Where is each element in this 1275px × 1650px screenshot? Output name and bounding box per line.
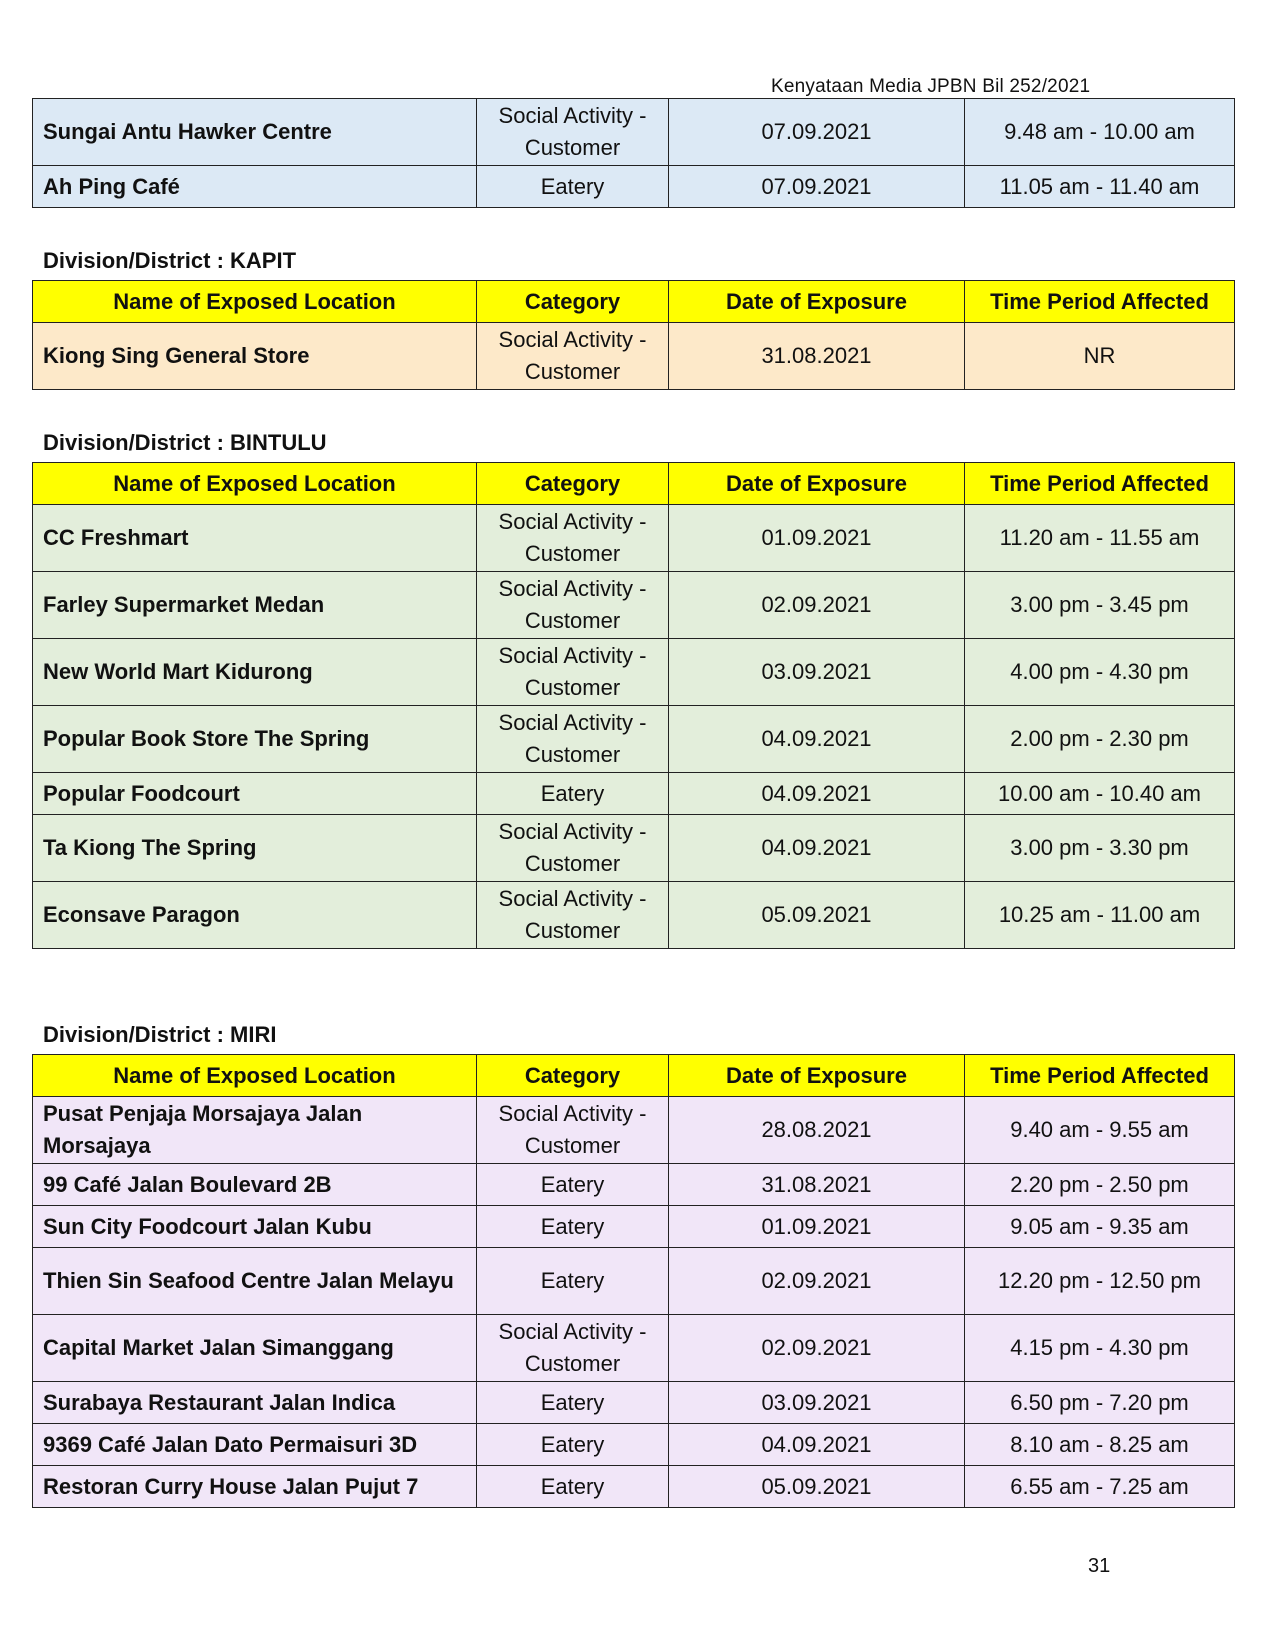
category-cell: Social Activity - Customer (477, 505, 669, 572)
location-name: Sun City Foodcourt Jalan Kubu (33, 1206, 477, 1248)
table-header-row (33, 1055, 1235, 1097)
category-cell: Social Activity - Customer (477, 639, 669, 706)
bintulu-exposure-table (32, 462, 1235, 949)
date-cell: 07.09.2021 (669, 166, 965, 208)
location-name: Econsave Paragon (33, 882, 477, 949)
column-header-name: Name of Exposed Location (33, 281, 477, 323)
date-cell: 02.09.2021 (669, 1315, 965, 1382)
kapit-exposure-table (32, 280, 1235, 390)
time-cell: 4.15 pm - 4.30 pm (965, 1315, 1235, 1382)
category-cell: Social Activity - Customer (477, 1315, 669, 1382)
time-cell: 9.40 am - 9.55 am (965, 1097, 1235, 1164)
category-cell: Eatery (477, 1424, 669, 1466)
time-cell: 11.20 am - 11.55 am (965, 505, 1235, 572)
section-title-bintulu: Division/District : BINTULU (43, 430, 327, 455)
location-name: Ta Kiong The Spring (33, 815, 477, 882)
time-cell: 12.20 pm - 12.50 pm (965, 1248, 1235, 1315)
time-cell: 2.20 pm - 2.50 pm (965, 1164, 1235, 1206)
time-cell: 3.00 pm - 3.45 pm (965, 572, 1235, 639)
table-row (33, 706, 1235, 773)
date-cell: 07.09.2021 (669, 99, 965, 166)
table-row (33, 166, 1235, 208)
category-cell: Social Activity - Customer (477, 99, 669, 166)
category-cell: Social Activity - Customer (477, 323, 669, 390)
location-name: Capital Market Jalan Simanggang (33, 1315, 477, 1382)
time-cell: 4.00 pm - 4.30 pm (965, 639, 1235, 706)
page-number: 31 (1088, 1555, 1111, 1577)
table-row (33, 1097, 1235, 1164)
time-cell: 8.10 am - 8.25 am (965, 1424, 1235, 1466)
table-header-row (33, 281, 1235, 323)
time-cell: 10.00 am - 10.40 am (965, 773, 1235, 815)
category-cell: Social Activity - Customer (477, 706, 669, 773)
location-name: Ah Ping Café (33, 166, 477, 208)
date-cell: 05.09.2021 (669, 1466, 965, 1508)
location-name: Sungai Antu Hawker Centre (33, 99, 477, 166)
column-header-name: Name of Exposed Location (33, 463, 477, 505)
time-cell: 9.48 am - 10.00 am (965, 99, 1235, 166)
table-row (33, 1206, 1235, 1248)
category-cell: Eatery (477, 1248, 669, 1315)
column-header-category: Category (477, 463, 669, 505)
column-header-date: Date of Exposure (669, 463, 965, 505)
date-cell: 28.08.2021 (669, 1097, 965, 1164)
date-cell: 04.09.2021 (669, 706, 965, 773)
table-row (33, 323, 1235, 390)
date-cell: 31.08.2021 (669, 323, 965, 390)
location-name: Popular Book Store The Spring (33, 706, 477, 773)
miri-exposure-table (32, 1054, 1235, 1508)
time-cell: 6.50 pm - 7.20 pm (965, 1382, 1235, 1424)
location-name: Surabaya Restaurant Jalan Indica (33, 1382, 477, 1424)
table-row (33, 1424, 1235, 1466)
category-cell: Eatery (477, 1382, 669, 1424)
date-cell: 01.09.2021 (669, 505, 965, 572)
category-cell: Social Activity - Customer (477, 815, 669, 882)
location-name: Restoran Curry House Jalan Pujut 7 (33, 1466, 477, 1508)
location-name: Popular Foodcourt (33, 773, 477, 815)
column-header-category: Category (477, 1055, 669, 1097)
location-name: CC Freshmart (33, 505, 477, 572)
column-header-time: Time Period Affected (965, 463, 1235, 505)
date-cell: 04.09.2021 (669, 815, 965, 882)
continued-exposure-table (32, 98, 1235, 208)
section-title-kapit: Division/District : KAPIT (43, 248, 297, 273)
table-row (33, 1248, 1235, 1315)
table-row (33, 1382, 1235, 1424)
table-row (33, 572, 1235, 639)
category-cell: Social Activity - Customer (477, 882, 669, 949)
document-reference: Kenyataan Media JPBN Bil 252/2021 (771, 76, 1091, 97)
date-cell: 03.09.2021 (669, 639, 965, 706)
date-cell: 03.09.2021 (669, 1382, 965, 1424)
column-header-name: Name of Exposed Location (33, 1055, 477, 1097)
table-row (33, 773, 1235, 815)
category-cell: Eatery (477, 166, 669, 208)
table-row (33, 1466, 1235, 1508)
location-name: Pusat Penjaja Morsajaya Jalan Morsajaya (33, 1097, 477, 1164)
column-header-date: Date of Exposure (669, 281, 965, 323)
section-title-miri: Division/District : MIRI (43, 1022, 277, 1047)
location-name: Thien Sin Seafood Centre Jalan Melayu (33, 1248, 477, 1315)
column-header-date: Date of Exposure (669, 1055, 965, 1097)
table-row (33, 882, 1235, 949)
column-header-category: Category (477, 281, 669, 323)
date-cell: 04.09.2021 (669, 1424, 965, 1466)
category-cell: Eatery (477, 1206, 669, 1248)
category-cell: Eatery (477, 773, 669, 815)
location-name: Kiong Sing General Store (33, 323, 477, 390)
date-cell: 02.09.2021 (669, 572, 965, 639)
time-cell: 11.05 am - 11.40 am (965, 166, 1235, 208)
column-header-time: Time Period Affected (965, 281, 1235, 323)
date-cell: 05.09.2021 (669, 882, 965, 949)
location-name: New World Mart Kidurong (33, 639, 477, 706)
time-cell: 10.25 am - 11.00 am (965, 882, 1235, 949)
category-cell: Eatery (477, 1466, 669, 1508)
table-header-row (33, 463, 1235, 505)
table-row (33, 639, 1235, 706)
table-row (33, 505, 1235, 572)
date-cell: 01.09.2021 (669, 1206, 965, 1248)
category-cell: Social Activity - Customer (477, 572, 669, 639)
time-cell: 9.05 am - 9.35 am (965, 1206, 1235, 1248)
date-cell: 02.09.2021 (669, 1248, 965, 1315)
date-cell: 04.09.2021 (669, 773, 965, 815)
time-cell: 3.00 pm - 3.30 pm (965, 815, 1235, 882)
time-cell: 2.00 pm - 2.30 pm (965, 706, 1235, 773)
table-row (33, 99, 1235, 166)
table-row (33, 1164, 1235, 1206)
category-cell: Social Activity - Customer (477, 1097, 669, 1164)
time-cell: 6.55 am - 7.25 am (965, 1466, 1235, 1508)
category-cell: Eatery (477, 1164, 669, 1206)
column-header-time: Time Period Affected (965, 1055, 1235, 1097)
location-name: 9369 Café Jalan Dato Permaisuri 3D (33, 1424, 477, 1466)
location-name: 99 Café Jalan Boulevard 2B (33, 1164, 477, 1206)
table-row (33, 1315, 1235, 1382)
table-row (33, 815, 1235, 882)
time-cell: NR (965, 323, 1235, 390)
date-cell: 31.08.2021 (669, 1164, 965, 1206)
location-name: Farley Supermarket Medan (33, 572, 477, 639)
